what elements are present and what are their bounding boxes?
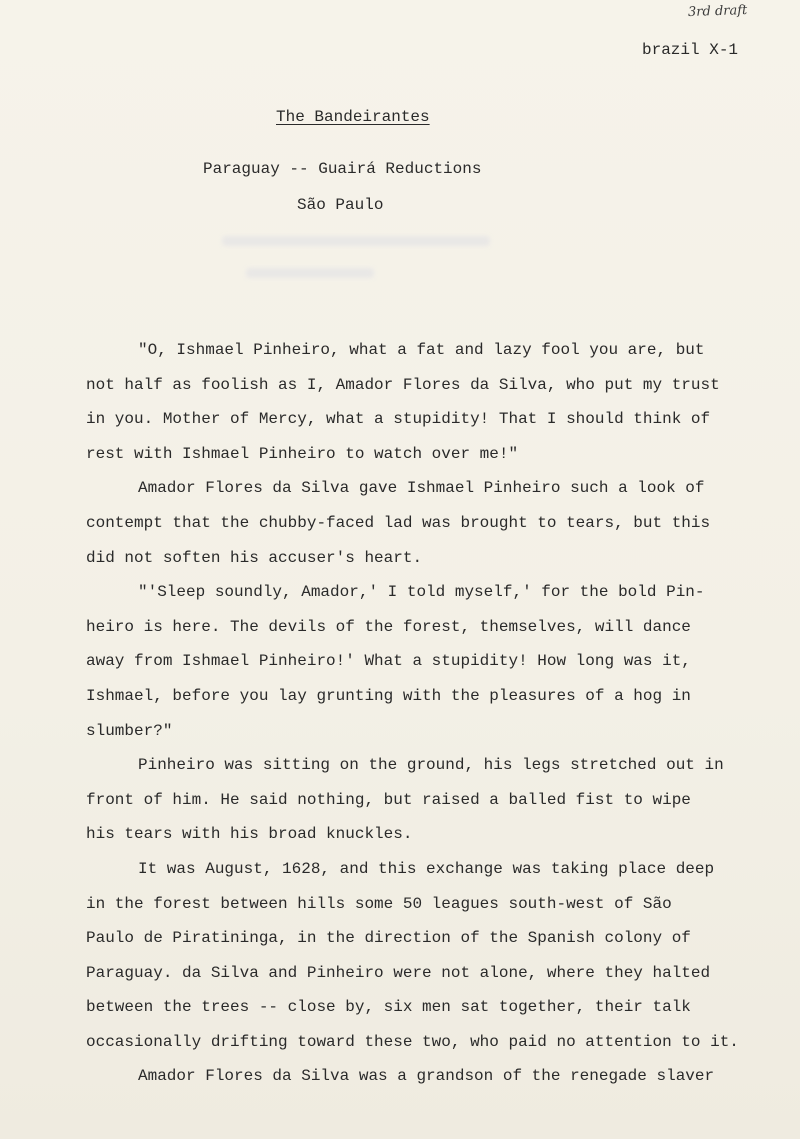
body-line: Amador Flores da Silva was a grandson of the renegade slaver (138, 1067, 715, 1086)
body-line: slumber?" (86, 721, 173, 740)
body-line: away from Ishmael Pinheiro!' What a stupidity! How long was it, (86, 652, 691, 671)
body-line: Pinheiro was sitting on the ground, his legs stretched out in (138, 756, 724, 775)
body-line: between the trees -- close by, six men sat together, their talk (86, 998, 691, 1017)
body-line: Paulo de Piratininga, in the direction of the Spanish colony of (86, 929, 691, 948)
body-line: Amador Flores da Silva gave Ishmael Pinheiro such a look of (138, 479, 705, 498)
erased-text-mark (246, 268, 374, 278)
erased-text-mark (222, 236, 490, 246)
document-reference: brazil X-1 (642, 41, 739, 59)
page-title: The Bandeirantes (276, 108, 430, 126)
body-line: rest with Ishmael Pinheiro to watch over me!" (86, 444, 519, 463)
body-line: heiro is here. The devils of the forest, themselves, will dance (86, 617, 691, 636)
body-line: "'Sleep soundly, Amador,' I told myself,' for the bold Pin- (138, 583, 705, 602)
subtitle-line-2: São Paulo (297, 196, 384, 214)
body-line: "O, Ishmael Pinheiro, what a fat and lazy fool you are, but (138, 341, 705, 359)
body-line: did not soften his accuser's heart. (86, 548, 423, 567)
body-line: in the forest between hills some 50 leagues south-west of São (86, 894, 672, 913)
body-line: his tears with his broad knuckles. (86, 825, 413, 844)
body-line: not half as foolish as I, Amador Flores da Silva, who put my trust (86, 375, 720, 394)
body-text (86, 333, 786, 1094)
body-line: front of him. He said nothing, but raised a balled fist to wipe (86, 790, 691, 809)
body-line: contempt that the chubby-faced lad was brought to tears, but this (86, 513, 711, 532)
handwritten-note: 3rd draft (687, 2, 748, 21)
body-line: It was August, 1628, and this exchange was taking place deep (138, 859, 715, 878)
body-line: in you. Mother of Mercy, what a stupidity! That I should think of (86, 410, 711, 429)
subtitle-line-1: Paraguay -- Guairá Reductions (203, 160, 482, 178)
body-line: occasionally drifting toward these two, who paid no attention to it. (86, 1032, 739, 1051)
body-line: Paraguay. da Silva and Pinheiro were not alone, where they halted (86, 963, 711, 982)
body-line: Ishmael, before you lay grunting with the pleasures of a hog in (86, 686, 691, 705)
